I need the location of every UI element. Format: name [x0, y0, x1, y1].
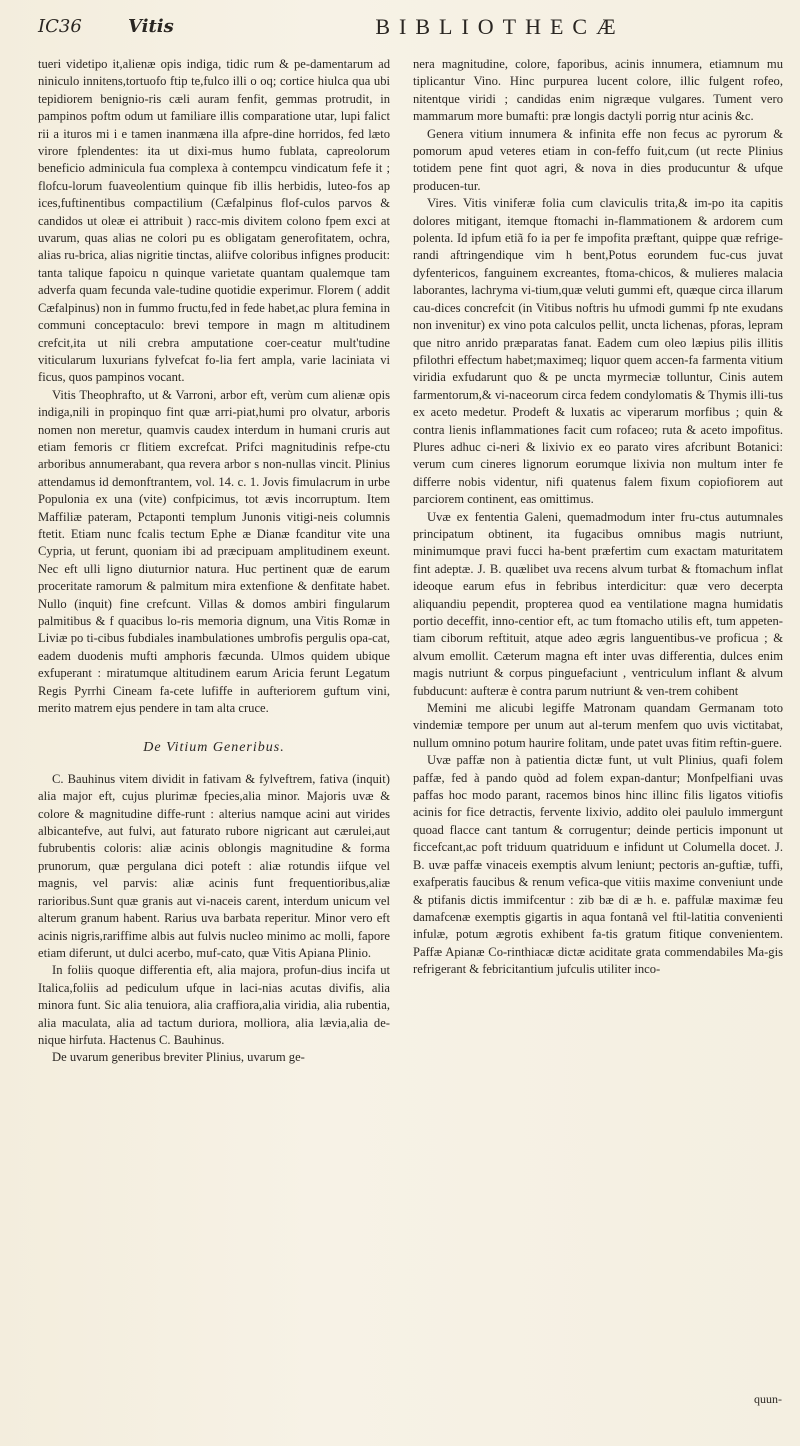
paragraph: In foliis quoque differentia eft, alia majora, profun-dius incifa ut Italica,foliis ad pediculum ufque in laci-nias acutas divifis, alia minora funt. Sic alia tenuiora, alia craffiora,alia viridia, alia rubentia, alia maculata, alia ad tactum duriora, molliora, alia lævia,alia de-nique hirfuta. Hactenus C. Bauhinus. — [38, 963, 390, 1047]
paragraph: Memini me alicubi legiffe Matronam quandam Germanam toto vindemiæ tempore per unum aut al-terum menfem quo uvis victitabat, nullum omnino potum haurire folitam, unde patet uvas fitim reftin-guere. — [413, 701, 783, 750]
running-word: Vitis — [128, 16, 174, 37]
section-heading: De Vitium Generibus. — [143, 740, 285, 756]
paragraph: Vitis Theophrafto, ut & Varroni, arbor eft, verùm cum alienæ opis indiga,nili in propinquo fint quæ arri-piat,humi pro olvatur, arboris nomen non meretur, quamvis caudex interdum in humani cruris aut etiam femoris cr flitiem excrefcat. Prifci magnitudinis refpe-ctu arboribus annumerabant, qua revera arbor s non-nullas vincit. Plinius attendamus id demonftrantem, vol. 14. c. 1. Jovis fimulacrum in urbe Populonia ex una (vite) confpicimus, tot ævis incorruptum. Item Maffiliæ pateram, Pctaponti templum Junonis vitigi-neis columnis ftetit. Etiam nunc fcalis tectum Ephe æ Dianæ fcanditur vite una Cypria, ut ferunt, quoniam ibi ad præcipuam amplitudinem exeunt. Nec eft ulli ligno diuturnior natura. Huc pertinent quæ de earum proceritate ramorum & palmitum mira extenfione & denfitate habet. Nullo (inquit) fine crefcunt. Villas & domos ambiri fingularum palmitibus & f quacibus lo-ris memoria dignum, una Vitis Romæ in Liviæ po ti-cibus fubdiales inambulationes umbrofis pergulis opa-cat, eadem duodenis mufti amphoris fæcunda. Ulmos quidem ubique exfuperant : miratumque altitudinem earum Aricia ferunt Legatum Regis Pyrrhi Cineam fa-cete lufiffe in aufteriorem guftum vini, merito matrem ejus pendere in tam alta cruce. — [38, 387, 390, 716]
running-header — [38, 14, 782, 44]
page-number: IC36 — [38, 16, 82, 37]
paragraph: Vires. Vitis viniferæ folia cum claviculis trita,& im-po ita capitis dolores mitigant, itemque ftomachi in-flammationem & ardorem cum polenta. Id ipfum etiã fo ia per fe impofita præftant, quippe quæ refrige-randi aftringendique vim h bent,Potus eorundem fuc-cus juvat dyfentericos, fanguinem excreantes, ftoma-chicos, & mulieres malacia laborantes, lachryma vi-tium,quæ veluti gummi eft, quæque circa illarum cau-dices concrefcit (in Vitibus noftris hu ufmodi gummi fp nte exudans non invenitur) ex vino pota calculos pellit, uncta lichenas, pforas, lepram que nitro anrido præparatas fanat. Eadem cum oleo læpius pilis illitis pfilothri effectum habet;maximeq; liquor quem accen-fa farmenta vitium viridia exfudarunt quo & pe uncta myrmeciæ tolluntur, Cinis autem farmentorum,& vi-naceorum circa fedem condylomatis & Thymis illi-tus ex aceto medetur. Prodeft & luxatis ac viperarum morfibus ; quin & contra lienis inflammationes facit cum rofaceo; ruta & aceto impofitus. Plures adhuc ci-neri & lixivio ex eo parato vires afcribunt Botanici: verum cum cineres lignorum eorumque lixivia non multum inter fe differre nobis videntur, nifi quatenus falem fixum copiofiorem aut parciorem continent, eas omittimus. — [413, 196, 783, 507]
right-column — [413, 56, 783, 979]
paragraph: nera magnitudine, colore, faporibus, acinis innumera, etiamnum mu tiplicantur Vino. Hinc purpurea lucent colore, illic fulgent rofeo, nitentque viridi ; candidas enim nigræque vulgares. Tument vero mammarum more bumafti: præ longis dactyli porrig ntur acinis &c. — [413, 57, 783, 124]
paragraph: Genera vitium innumera & infinita effe non fecus ac pyrorum & pomorum apud veteres etiam in con-feffo fuit,cum (ut recte Plinius totidem pene fint quot agri, & nova in dies producuntur & ufque producen-tur. — [413, 126, 783, 193]
paragraph: tueri videtipo it,alienæ opis indiga, tidic rum & pe-damentarum ad niniculo innitens,tortuofo ftip te,fulco illi o oq; cortice hiulca qua ubi tepidiorem benignio-ris cæli auram fenfit, gemmas protrudit, in pampinos poftm odum ut familiare illis comparatione utar, lupi falict rii a ituros mi i e tamen inanmæna illa afpre-dine horridos, fed læto virore fplendentes: ita ut dixi-mus humo fublata, capreolorum beneficio adminicula fua complexa à contempcu vindicatum fefe it ; flofcu-lorum fuaveolentium quinque fib illis herbidis, luteo-fos ap ices,fuftinentibus compactilium (Cæfalpinus flof-culos parvos & candidos ut oleæ ei attribuit ) racc-mis divitem colono fpem exci at uvarum, quas alias ne colori pu es obligatam generofitatem, ochra, alias ru-brica, alias nigritie tinctas, aliifve coloribus infignes producit: tanta talique fapoicu n quinque varietate quantam qualemque tam adverfa quam fecunda vale-tudine quotidie experimur. Florem ( addit Cæfalpinus) non in fummo fructu,fed in fede habet,ac plura femina in communi conceptaculo: brevi tempore in magn m altitudinem crefcit,ita ut nili crebra amputatione coer-ceatur mult'tudine viticularum luxurians fylvefcat fo-lia fert ampla, varie laciniata vi ficus, quos pampinos vocant. — [38, 57, 390, 385]
paragraph: Uvæ ex fententia Galeni, quemadmodum inter fru-ctus autumnales principatum obtinent, ita fugacibus omnibus magis nutriunt, minimumque pravi fucci ha-bent præfertim cum exactam maturitatem fint adeptæ. J. B. quælibet uva recens alvum turbat & ftomachum inflat ideoque earum efus in febribus interdicitur: quæ vero decerpta aliquandiu pependit, propterea quod ea ventilatione magna humidatis portio deceffit, inno-centior eft, ac tum ftomacho utilis eft, tum appeten-tiam ciborum reftituit, atque adeo ægris languentibus-ve proficua ; & alvum emollit. Cæterum magna eft inter uvas differentia, dulces enim magis nutriunt & corpus pinguefaciunt , ventriculum inflant & alvum fubducunt: aufteræ è contra parum nutriunt & ven-trem cohibent — [413, 509, 783, 698]
left-column — [38, 56, 390, 1067]
paragraph: Uvæ paffæ non à patientia dictæ funt, ut vult Plinius, quafi folem paffæ, fed à pando quòd ad folem expan-dantur; Monfpelfiani uvas paffas hoc modo parant, racemos binos hinc illinc filis ligatos vitiofis acinis for fice detractis, fervente lixivio, addito olei paululo immergunt quoad flacce cant tantum & corrugentur; deinde perticis imponunt ut ficcefcant,ac poft triduum quatriduum e infidunt ut Columella docet. J. B. uvæ paffæ vinaceis exemptis alvum leniunt; pectoris an-guftiæ, tuffi, exafperatis faucibus & renum vefica-que vitiis maxime conveniunt unde & ptifanis dictis immifcentur : zib bæ di æ h. e. paffulæ maximæ feu damafcenæ exemptis gigartis in aqua fontanâ vel ftil-latitia convenienti infulæ, potum ægrotis exhibent fa-tis gratum fitique convenientem. Paffæ Apianæ Co-rinthiacæ dictæ aciditate grata commendabiles Ma-gis refrigerant & febricitantium jufculis utiliter inco- — [413, 753, 783, 977]
paragraph: C. Bauhinus vitem dividit in fativam & fylveftrem, fativa (inquit) alia major eft, cujus plurimæ fpecies,alia minor. Majoris uvæ & colore & magnitudine diffe-runt : alterius namque acini aut virides albicantefve, aut fulvi, aut faturato rubore nigricant aut cærulei,aut fubrubentis coloris: aliæ acinis oblongis magnitudine & forma prunorum, quæ pergulana dici poteft : aliæ rotundis iifque vel magnis, vel parvis: aliæ acinis funt frequentioribus,aliæ rarioribus.Sunt quæ granis aut vi-naceis carent, interdum unicum vel alterum granum habent. Rarius uva barbata reperitur. Minor vero eft acinis nigris,rariffime albis aut fulvis nucleo minimo ac molli, fapore etiam diferunt, ut dulci acerbo, muf-cato, quæ Vitis Apiana Plinio. — [38, 771, 390, 960]
running-title: BIBLIOTHECÆ — [375, 14, 625, 39]
catchword: quun- — [754, 1392, 782, 1406]
paragraph: De uvarum generibus breviter Plinius, uvarum ge- — [52, 1050, 305, 1065]
